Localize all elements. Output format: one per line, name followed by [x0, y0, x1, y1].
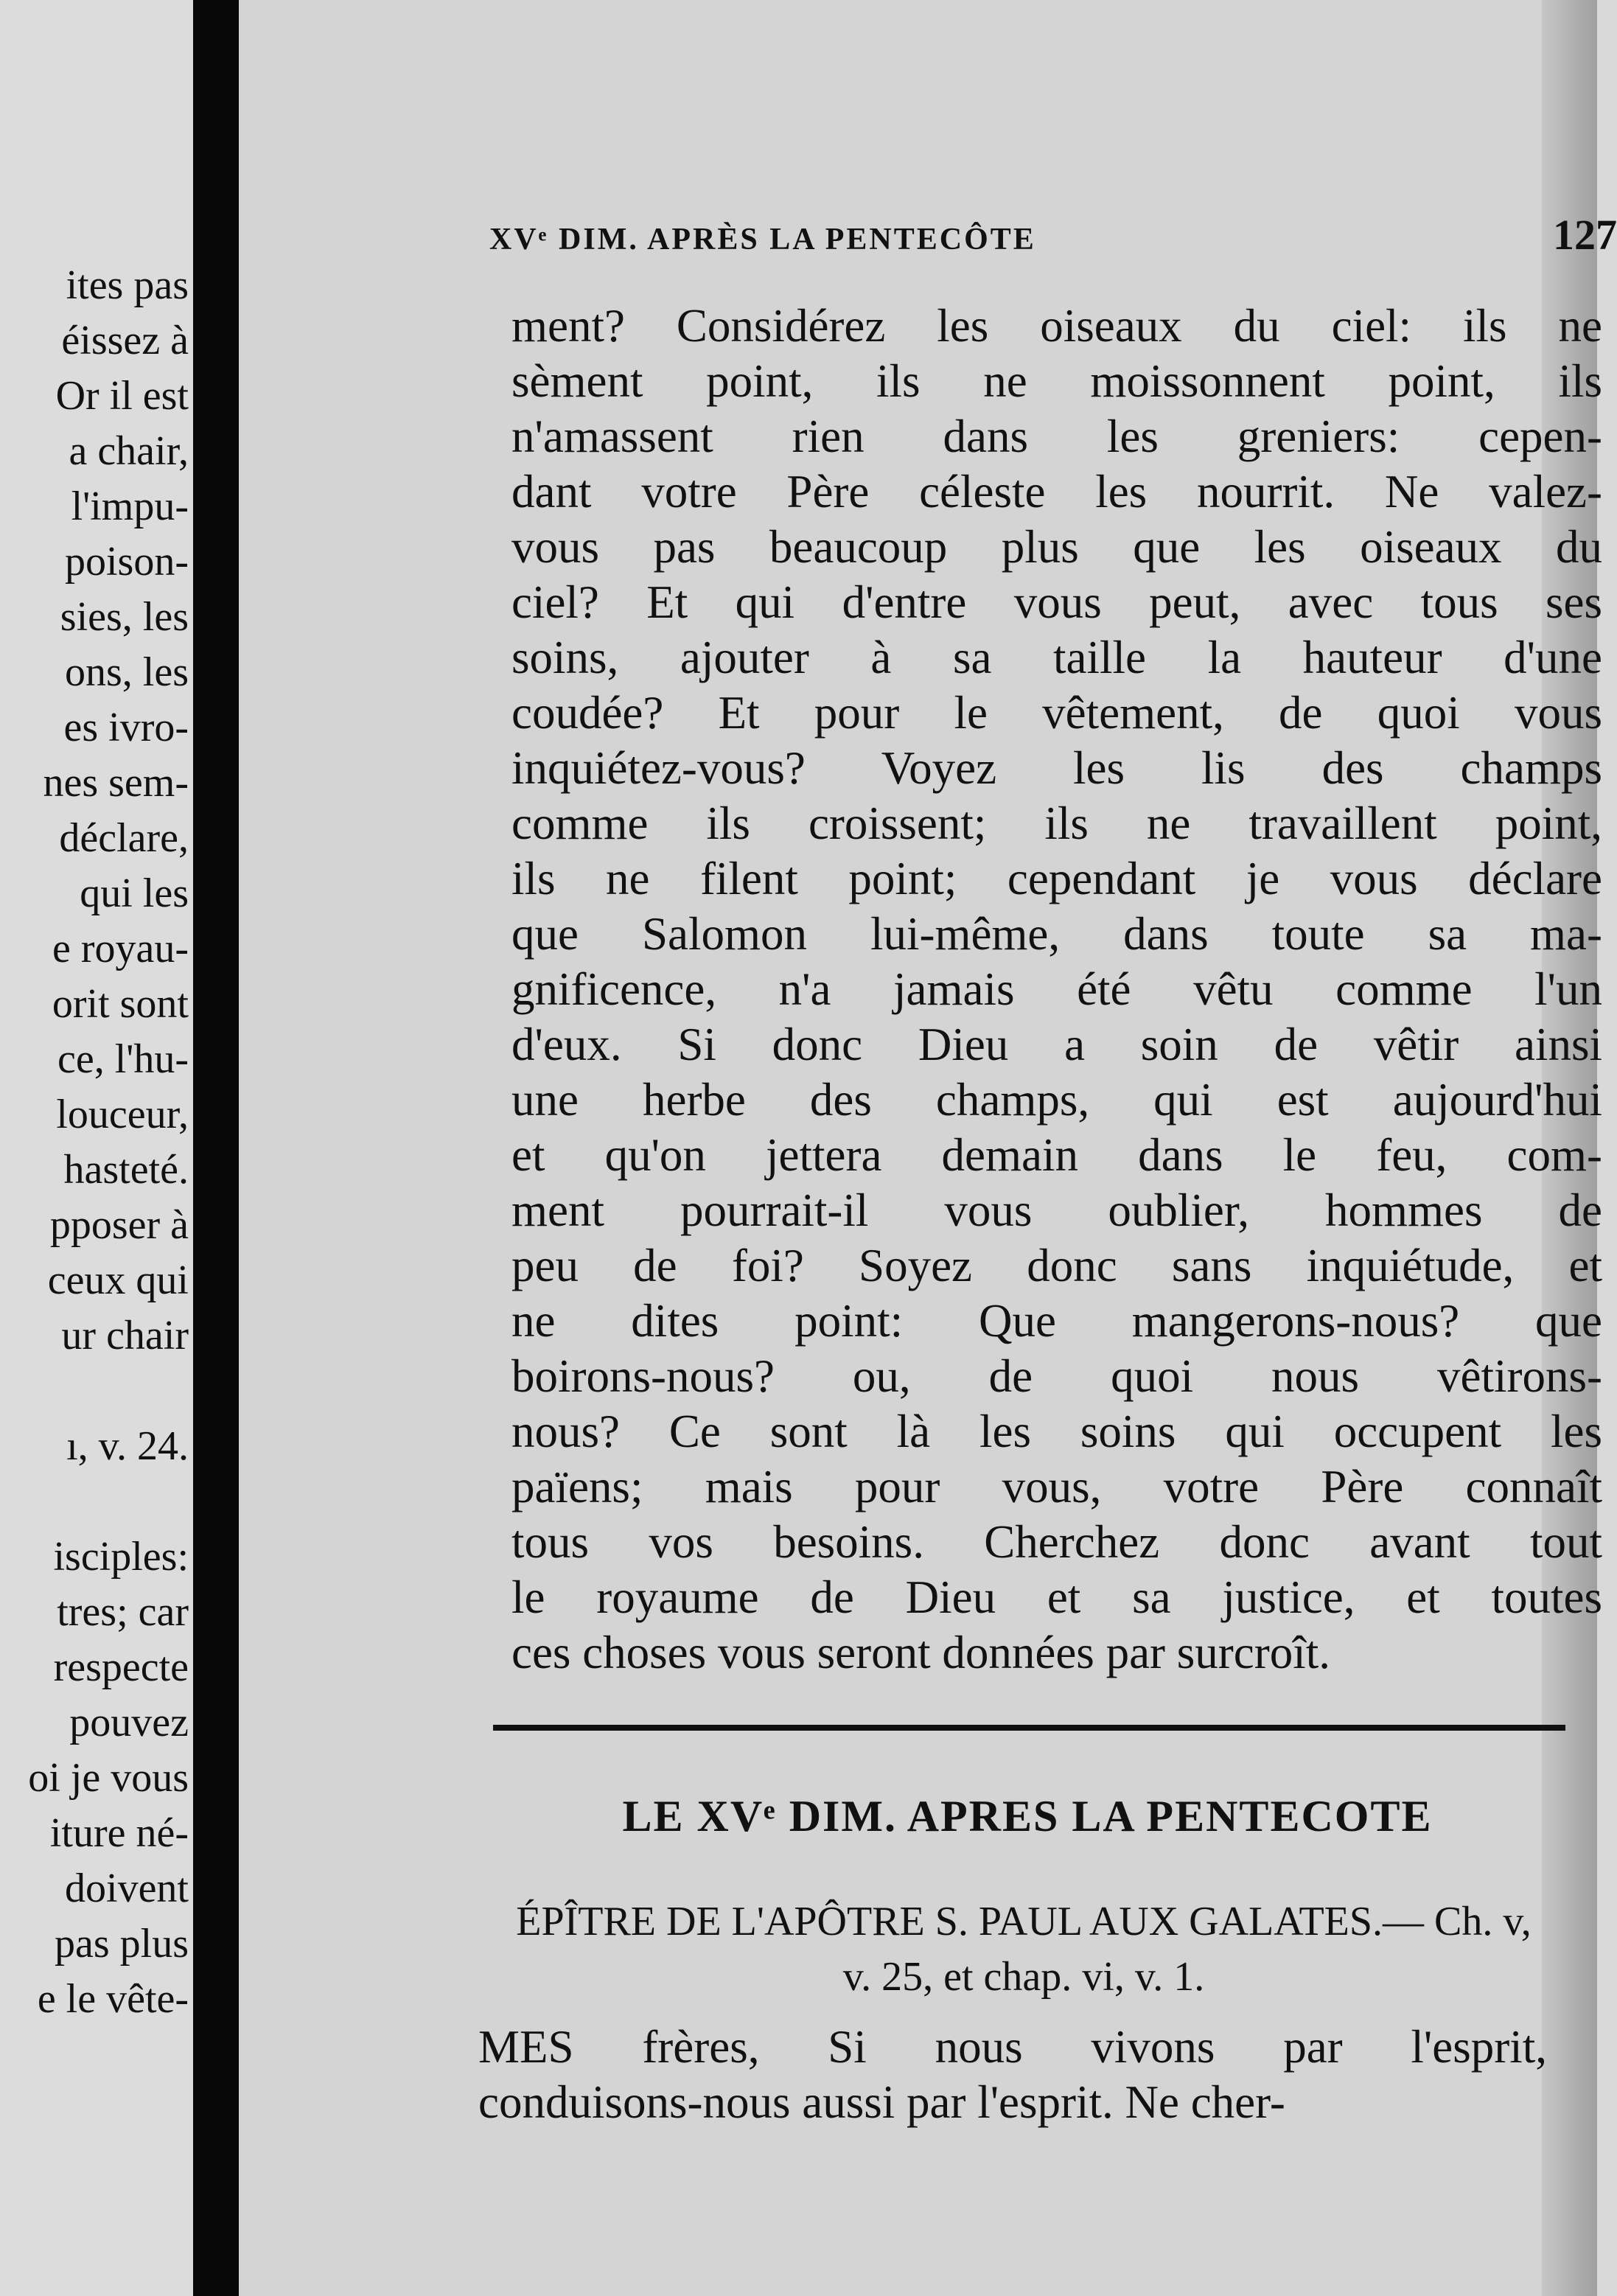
text-line: Or il est	[55, 373, 189, 419]
running-head: XVᵉ DIM. APRÈS LA PENTECÔTE	[489, 223, 1036, 257]
text-line: tres; car	[57, 1589, 189, 1635]
section-divider	[493, 1725, 1565, 1731]
section-text	[478, 2020, 1547, 2130]
text-line: es ivro-	[63, 705, 189, 750]
text-line: inquiétez-vous? Voyez les lis des champs	[511, 742, 1602, 794]
text-line: e le vête-	[37, 1976, 189, 2022]
text-line: ceux qui	[47, 1257, 189, 1303]
text-line: conduisons-nous aussi par l'esprit. Ne cher-	[478, 2076, 1285, 2128]
text-line: d'eux. Si donc Dieu a soin de vêtir ainsi	[511, 1019, 1602, 1070]
text-line: le royaume de Dieu et sa justice, et toutes	[511, 1571, 1602, 1623]
text-line: poison-	[65, 539, 189, 585]
text-line: doivent	[65, 1866, 189, 1911]
page-header	[489, 210, 1617, 259]
text-line: ils ne filent point; cependant je vous déclare	[511, 853, 1602, 904]
book-spine	[193, 0, 239, 2296]
text-line: a chair,	[69, 428, 189, 474]
text-line: e royau-	[52, 926, 189, 971]
text-line: païens; mais pour vous, votre Père connaît	[511, 1461, 1602, 1512]
text-line: iture né-	[49, 1810, 189, 1856]
text-line: éissez à	[61, 318, 189, 363]
right-page	[239, 0, 1617, 2296]
text-line: l'impu-	[71, 484, 189, 529]
text-line: coudée? Et pour le vêtement, de quoi vous	[511, 687, 1602, 739]
text-line: pas plus	[55, 1921, 189, 1967]
text-line: ne dites point: Que mangerons-nous? que	[511, 1295, 1602, 1347]
left-page	[0, 0, 193, 2296]
text-line: nous? Ce sont là les soins qui occupent les	[511, 1406, 1602, 1457]
text-line: une herbe des champs, qui est aujourd'hui	[511, 1074, 1602, 1126]
epistle-heading	[482, 1894, 1565, 2005]
text-line: pposer à	[49, 1202, 189, 1248]
text-line: ment? Considérez les oiseaux du ciel: ils ne	[511, 300, 1602, 352]
text-line: ces choses vous seront données par surcroît.	[511, 1627, 1330, 1678]
text-line: comme ils croissent; ils ne travaillent point,	[511, 798, 1602, 849]
text-line: pouvez	[69, 1700, 189, 1745]
text-line: ites pas	[66, 262, 189, 308]
text-line: peu de foi? Soyez donc sans inquiétude, et	[511, 1240, 1602, 1291]
text-line: ons, les	[65, 649, 189, 695]
text-line: que Salomon lui-même, dans toute sa ma-	[511, 908, 1602, 960]
text-line: louceur,	[56, 1092, 189, 1137]
text-line: orit sont	[52, 981, 189, 1027]
text-line: nes sem-	[43, 760, 189, 806]
left-page-text	[28, 258, 189, 2027]
text-line: respecte	[53, 1644, 189, 1690]
text-line	[28, 1364, 189, 1419]
text-line: sèment point, ils ne moissonnent point, ils	[511, 355, 1602, 407]
text-line: oi je vous	[28, 1755, 189, 1801]
text-line: sies, les	[60, 594, 189, 640]
text-line: vous pas beaucoup plus que les oiseaux du	[511, 521, 1602, 573]
text-line: MES frères, Si nous vivons par l'esprit,	[478, 2021, 1547, 2073]
text-line: et qu'on jettera demain dans le feu, com-	[511, 1129, 1602, 1181]
text-line: ur chair	[61, 1313, 189, 1358]
text-line: boirons-nous? ou, de quoi nous vêtirons-	[511, 1350, 1602, 1402]
text-line: hasteté.	[63, 1147, 189, 1193]
page-number: 127	[1553, 211, 1617, 259]
body-text	[511, 299, 1602, 1681]
section-title: LE XVᵉ DIM. APRES LA PENTECOTE	[622, 1792, 1433, 1840]
text-line	[28, 1474, 189, 1529]
text-line: tous vos besoins. Cherchez donc avant tout	[511, 1516, 1602, 1568]
text-line: soins, ajouter à sa taille la hauteur d'une	[511, 632, 1602, 683]
epistle-line: v. 25, et chap. vi, v. 1.	[842, 1954, 1205, 2000]
text-line: n'amassent rien dans les greniers: cepen-	[511, 411, 1602, 462]
text-line: déclare,	[59, 815, 189, 861]
text-line: ciel? Et qui d'entre vous peut, avec tous ses	[511, 576, 1602, 628]
text-line: dant votre Père céleste les nourrit. Ne valez-	[511, 466, 1602, 517]
text-line: ı, v. 24.	[66, 1423, 189, 1469]
text-line: ce, l'hu-	[57, 1036, 189, 1082]
text-line: qui les	[80, 870, 189, 916]
epistle-line: ÉPÎTRE DE L'APÔTRE S. PAUL AUX GALATES.— Ch. v,	[516, 1899, 1532, 1944]
text-line: isciples:	[53, 1534, 189, 1580]
text-line: gnificence, n'a jamais été vêtu comme l'un	[511, 963, 1602, 1015]
text-line: ment pourrait-il vous oublier, hommes de	[511, 1184, 1602, 1236]
